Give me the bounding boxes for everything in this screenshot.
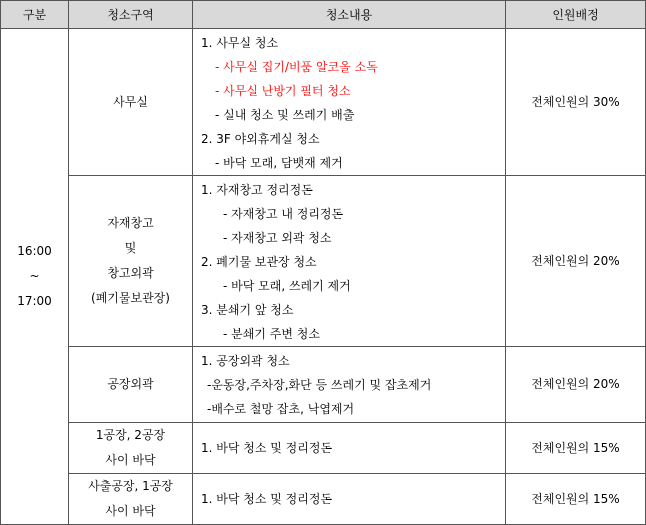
content-line: - 사무실 난방기 필터 청소 <box>215 84 351 98</box>
table-row <box>1 423 646 474</box>
area-label: 1공장, 2공장 <box>95 428 166 442</box>
content-line: 1. 사무실 청소 <box>201 36 279 50</box>
area-label: 사무실 <box>113 94 148 109</box>
content-line: - 사무실 집기/비품 알코올 소독 <box>215 60 378 74</box>
table-row <box>1 474 646 525</box>
time-end: 17:00 <box>17 294 52 308</box>
content-cell <box>193 347 506 423</box>
header-cleaning-area: 청소구역 <box>69 1 193 29</box>
area-cell <box>69 347 193 423</box>
area-cell <box>69 29 193 176</box>
staff-cell: 전체인원의 30% <box>506 29 646 176</box>
area-label: 공장외곽 <box>107 377 154 391</box>
content-line: - 분쇄기 주변 청소 <box>223 327 320 341</box>
content-line: 2. 3F 야외휴게실 청소 <box>201 132 320 146</box>
staff-cell: 전체인원의 20% <box>506 347 646 423</box>
area-cell <box>69 423 193 474</box>
content-line: -운동장,주차장,화단 등 쓰레기 및 잡초제거 <box>207 378 432 392</box>
area-label: 자재창고 <box>107 216 154 230</box>
area-label: 사출공장, 1공장 <box>88 479 173 493</box>
content-cell <box>193 423 506 474</box>
staff-cell: 전체인원의 15% <box>506 474 646 525</box>
staff-cell: 전체인원의 15% <box>506 423 646 474</box>
content-line: - 바닥 모래, 담뱃재 제거 <box>215 156 343 170</box>
content-cell <box>193 29 506 176</box>
content-line: - 실내 청소 및 쓰레기 배출 <box>215 108 355 122</box>
content-line: -배수로 철망 잡초, 낙엽제거 <box>207 402 355 416</box>
header-division: 구분 <box>1 1 69 29</box>
time-cell <box>1 29 69 525</box>
table-row <box>1 176 646 347</box>
content-cell <box>193 176 506 347</box>
area-cell <box>69 474 193 525</box>
area-label: 사이 바닥 <box>105 453 156 467</box>
table-row <box>1 29 646 176</box>
header-cleaning-content: 청소내용 <box>193 1 506 29</box>
time-separator: ~ <box>29 269 40 283</box>
content-line: 2. 폐기물 보관장 청소 <box>201 255 317 269</box>
content-line: 3. 분쇄기 앞 청소 <box>201 303 294 317</box>
content-line: - 바닥 모래, 쓰레기 제거 <box>223 279 351 293</box>
content-line: - 자재창고 외곽 청소 <box>223 231 332 245</box>
area-label: 및 <box>124 241 137 255</box>
area-label: 사이 바닥 <box>105 504 156 518</box>
content-line: 1. 바닥 청소 및 정리정돈 <box>201 492 333 506</box>
area-label: 창고외곽 <box>107 266 154 280</box>
header-row <box>1 1 646 29</box>
content-line: 1. 자재창고 정리정돈 <box>201 183 313 197</box>
area-cell <box>69 176 193 347</box>
content-line: 1. 바닥 청소 및 정리정돈 <box>201 441 333 455</box>
content-line: 1. 공장외곽 청소 <box>201 354 290 368</box>
content-cell <box>193 474 506 525</box>
time-start: 16:00 <box>17 244 52 258</box>
content-line: - 자재창고 내 정리정돈 <box>223 207 344 221</box>
header-staff-assignment: 인원배정 <box>506 1 646 29</box>
area-label: (폐기물보관장) <box>91 291 170 305</box>
table-row <box>1 347 646 423</box>
staff-cell: 전체인원의 20% <box>506 176 646 347</box>
